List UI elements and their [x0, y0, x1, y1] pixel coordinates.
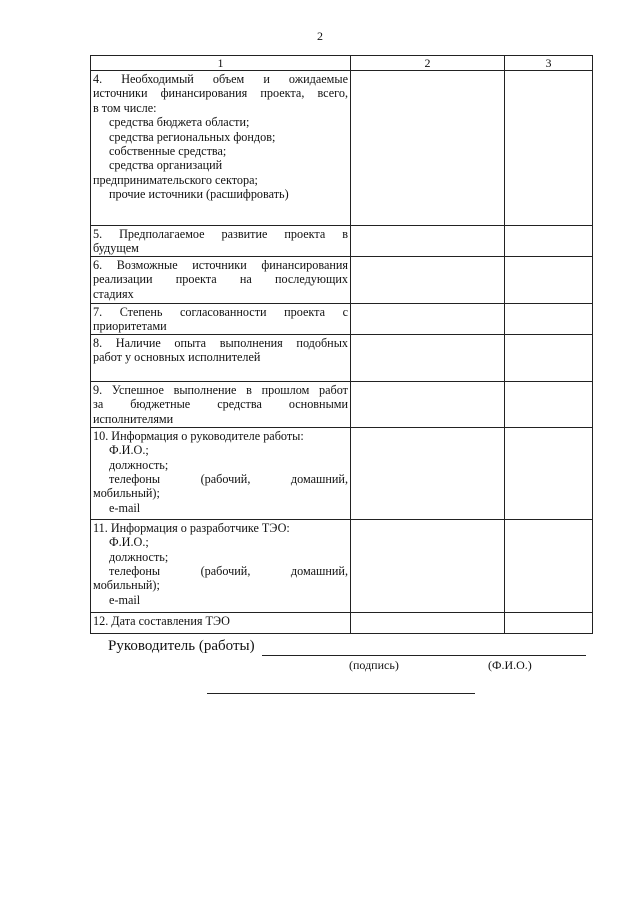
row-10-col-3-cell: [505, 427, 593, 519]
row-text-line: прочие источники (расшифровать): [109, 187, 289, 202]
row-6-col-2-cell: [351, 256, 505, 303]
bottom-rule: [207, 693, 475, 694]
row-9-col-3-cell: [505, 381, 593, 427]
row-text-line: e-mail: [109, 500, 141, 515]
row-text-line: 7. Степень согласованности проекта с: [93, 304, 348, 319]
row-8-col-3-cell: [505, 334, 593, 381]
row-text-line: телефоны (рабочий, домашний,: [109, 472, 348, 487]
row-7-text: [91, 303, 351, 334]
row-6-text: [91, 256, 351, 303]
row-5-col-2-cell: [351, 226, 505, 257]
row-text-line: 6. Возможные источники финансирования: [93, 257, 348, 272]
row-text-line: предпринимательского сектора;: [93, 172, 258, 187]
table-row: [91, 427, 593, 519]
name-caption: (Ф.И.О.): [488, 658, 532, 672]
signature-line: [262, 655, 586, 656]
row-text-line: мобильный);: [93, 486, 160, 501]
row-11-col-3-cell: [505, 519, 593, 612]
row-text-line: телефоны (рабочий, домашний,: [109, 564, 348, 579]
signature-block: [108, 637, 588, 655]
table-row: [91, 303, 593, 334]
row-text-line: средства региональных фондов;: [109, 129, 276, 144]
row-12-text: [91, 612, 351, 633]
row-8-text: [91, 334, 351, 381]
row-text-line: за бюджетные средства основными: [93, 397, 348, 412]
row-text-line: исполнителями: [93, 411, 174, 426]
row-5-text: [91, 226, 351, 257]
row-12-col-2-cell: [351, 612, 505, 633]
row-text-line: мобильный);: [93, 578, 160, 593]
table-row: [91, 334, 593, 381]
page-number: 2: [317, 29, 323, 43]
row-text-line: Ф.И.О.;: [109, 535, 149, 550]
signature-caption: (подпись): [349, 658, 399, 672]
row-4-col-2-cell: [351, 71, 505, 226]
row-text-line: в том числе:: [93, 100, 157, 115]
row-7-col-2-cell: [351, 303, 505, 334]
row-text-line: e-mail: [109, 592, 141, 607]
row-text-line: стадиях: [93, 286, 134, 301]
row-12-col-3-cell: [505, 612, 593, 633]
row-text-line: 10. Информация о руководителе работы:: [93, 428, 304, 443]
row-text-line: 9. Успешное выполнение в прошлом работ: [93, 382, 348, 397]
row-text-line: 8. Наличие опыта выполнения подобных: [93, 335, 348, 350]
column-header-2: 2: [351, 56, 505, 71]
row-9-col-2-cell: [351, 381, 505, 427]
row-text-line: реализации проекта на последующих: [93, 272, 348, 287]
row-text-line: должность;: [109, 549, 169, 564]
row-text-line: работ у основных исполнителей: [93, 350, 261, 365]
row-text-line: 11. Информация о разработчике ТЭО:: [93, 520, 290, 535]
row-7-col-3-cell: [505, 303, 593, 334]
table-header-row: [91, 56, 593, 71]
table-row: [91, 226, 593, 257]
row-text-line: собственные средства;: [109, 144, 227, 159]
row-8-col-2-cell: [351, 334, 505, 381]
row-10-col-2-cell: [351, 427, 505, 519]
row-5-col-3-cell: [505, 226, 593, 257]
row-11-col-2-cell: [351, 519, 505, 612]
row-text-line: 12. Дата составления ТЭО: [93, 613, 230, 628]
row-text-line: 5. Предполагаемое развитие проекта в: [93, 227, 348, 241]
row-text-line: должность;: [109, 457, 169, 472]
row-text-line: Ф.И.О.;: [109, 443, 149, 458]
row-text-line: приоритетами: [93, 319, 167, 334]
row-text-line: источники финансирования проекта, всего,: [93, 86, 348, 101]
table-row: [91, 519, 593, 612]
table-row: [91, 256, 593, 303]
row-9-text: [91, 381, 351, 427]
row-6-col-3-cell: [505, 256, 593, 303]
row-text-line: средства бюджета области;: [109, 115, 250, 130]
feasibility-form-table: [90, 55, 593, 634]
row-text-line: 4. Необходимый объем и ожидаемые: [93, 72, 348, 86]
table-row: [91, 71, 593, 226]
signature-label: Руководитель (работы): [108, 638, 255, 654]
column-header-3: 3: [505, 56, 593, 71]
row-10-text: [91, 427, 351, 519]
row-text-line: будущем: [93, 241, 139, 256]
column-header-1: 1: [91, 56, 351, 71]
row-text-line: средства организаций: [109, 158, 223, 173]
row-4-text: [91, 71, 351, 226]
table-row: [91, 612, 593, 633]
row-4-col-3-cell: [505, 71, 593, 226]
row-11-text: [91, 519, 351, 612]
table-row: [91, 381, 593, 427]
